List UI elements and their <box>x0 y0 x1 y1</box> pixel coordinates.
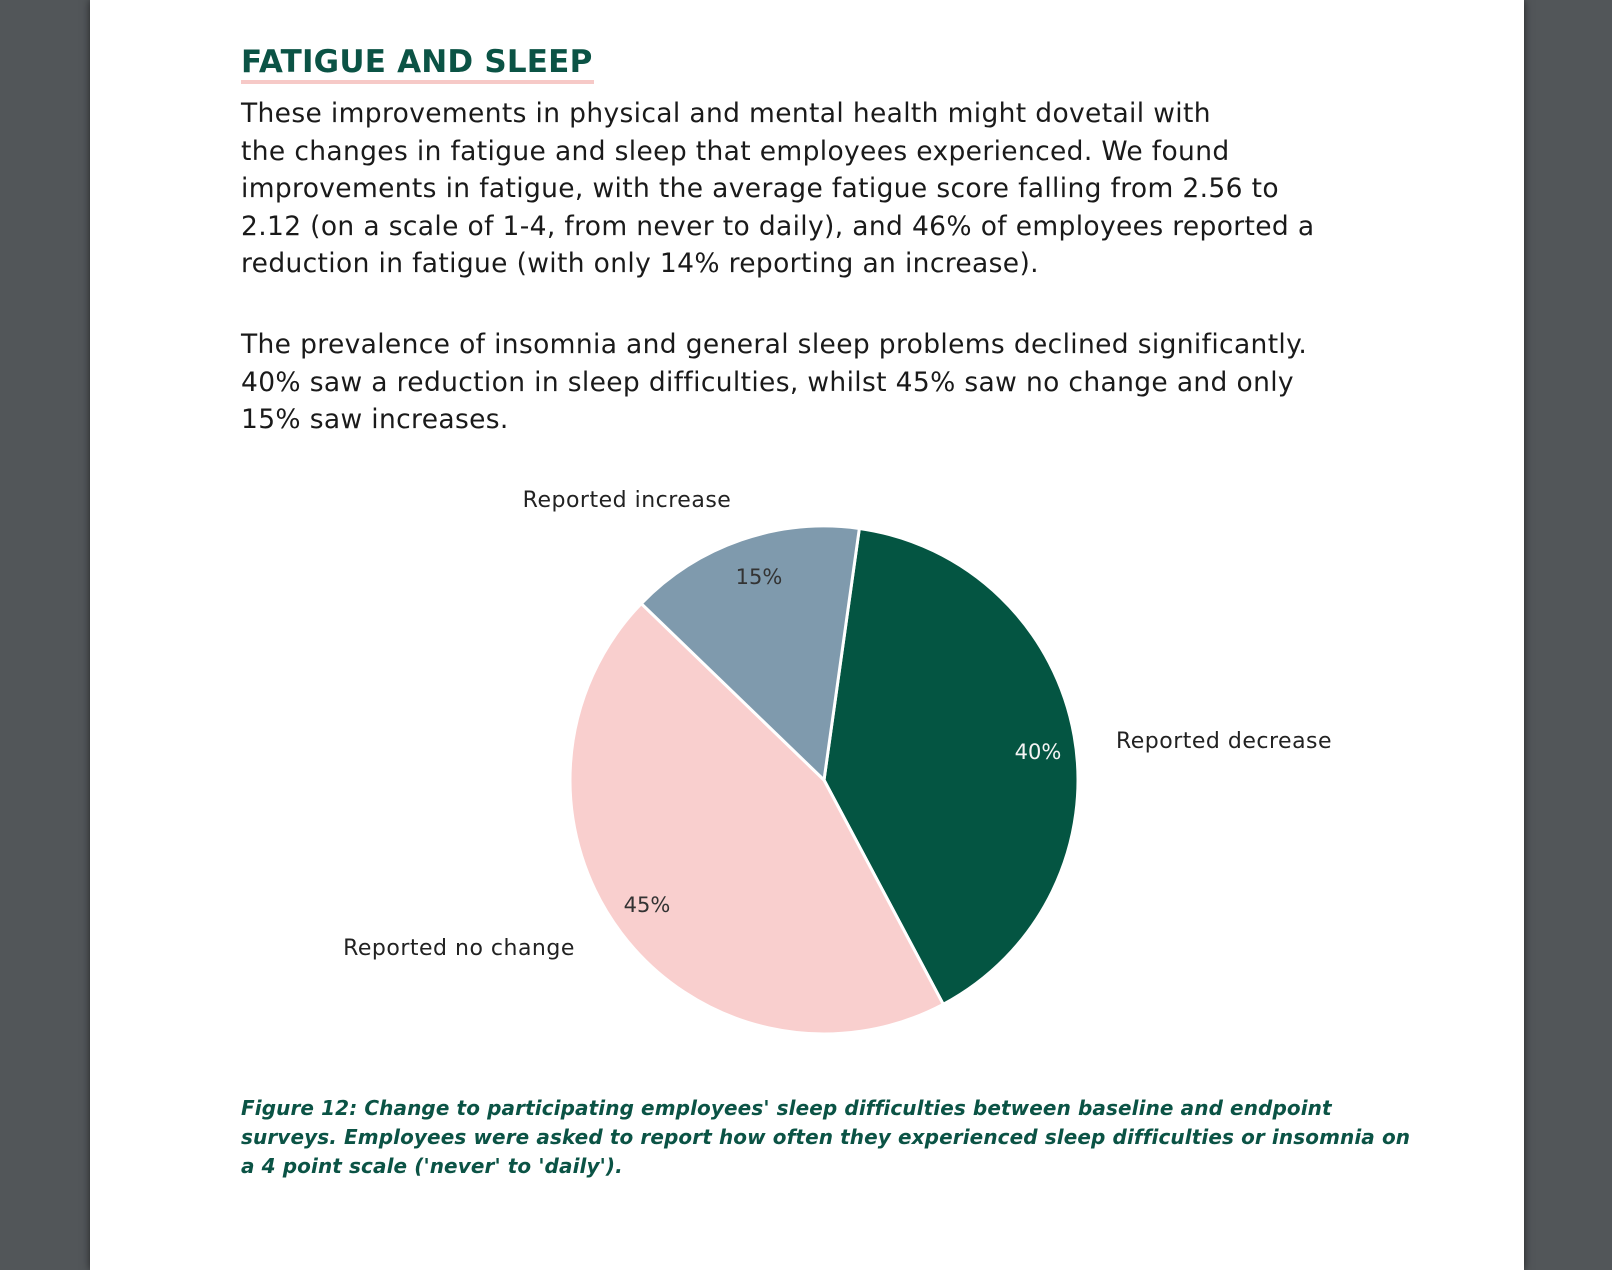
figure-caption <box>241 1094 1411 1181</box>
pie-category-label: Reported increase <box>522 488 732 513</box>
paragraph-line: 40% saw a reduction in sleep difficulties, whilst 45% saw no change and only <box>241 366 1294 398</box>
pie-category-label: Reported no change <box>343 936 575 961</box>
pie-chart <box>90 0 1524 1060</box>
paragraph-line: the changes in fatigue and sleep that employees experienced. We found <box>241 135 1230 167</box>
paragraph-line: 2.12 (on a scale of 1-4, from never to daily), and 46% of employees reported a <box>241 210 1315 242</box>
document-page <box>90 0 1524 1270</box>
caption-line: surveys. Employees were asked to report how often they experienced sleep difficulties or insomnia on <box>241 1125 1411 1149</box>
pie-value-label: 15% <box>735 565 783 589</box>
caption-line: Figure 12: Change to participating employees' sleep difficulties between baseline and endpoint <box>241 1096 1332 1120</box>
section-heading: FATIGUE AND SLEEP <box>241 44 593 80</box>
paragraph-line: improvements in fatigue, with the average fatigue score falling from 2.56 to <box>241 173 1279 204</box>
paragraph-line: reduction in fatigue (with only 14% reporting an increase). <box>241 248 1039 279</box>
paragraph-line: 15% saw increases. <box>241 404 509 435</box>
pie-value-label: 45% <box>623 893 671 917</box>
paragraph-line: These improvements in physical and mental health might dovetail with <box>241 98 1211 129</box>
paragraph-line: The prevalence of insomnia and general sleep problems declined significantly. <box>241 329 1308 360</box>
pie-value-label: 40% <box>1014 740 1062 764</box>
pie-category-label: Reported decrease <box>1115 729 1333 754</box>
caption-line: a 4 point scale ('never' to 'daily'). <box>241 1154 623 1178</box>
